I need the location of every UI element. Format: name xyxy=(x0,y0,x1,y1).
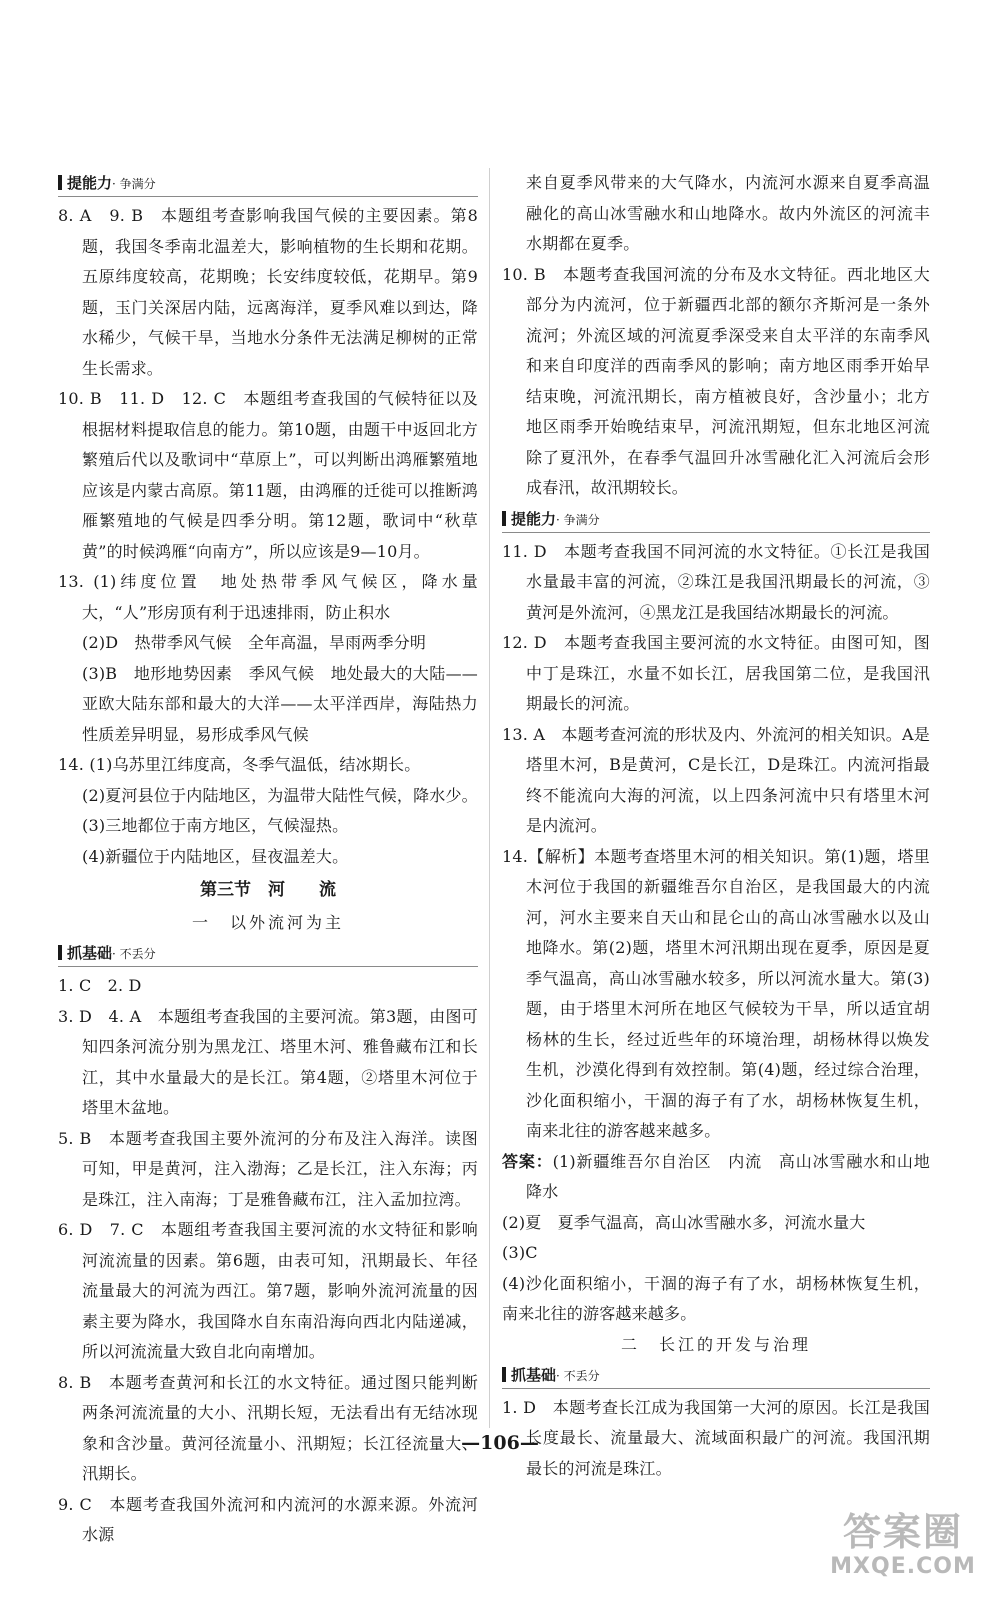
answer-14-final-3: (3)C xyxy=(502,1243,538,1262)
header-bar-icon xyxy=(502,511,506,526)
answer-8-9: 8. A 9. B 本题组考查影响我国气候的主要因素。第8题，我国冬季南北温差大，影响植物的生长期和花期。五原纬度较高，花期晚；长安纬度较低，花期早。第9题，玉门关深居内陆，远离海洋，夏季风难以到达，降水稀少，气候干旱，当地水分条件无法满足柳树的正常生长需求。 xyxy=(58,206,478,378)
section-subtitle: 一 以外流河为主 xyxy=(191,913,344,932)
answer-14-3: (3)三地都位于南方地区，气候湿热。 xyxy=(82,816,349,835)
page-number: —106— xyxy=(461,1432,539,1454)
answer-6-7: 6. D 7. C 本题组考查我国主要河流的水文特征和影响河流流量的因素。第6题，由表可知，汛期最长、年径流量最大的河流为西江。第7题，影响外流河流量的因素主要为降水，我国降水自东南沿海向西北内陆递减，所以河流流量大致自北向南增加。 xyxy=(58,1220,478,1361)
answer-3-4: 3. D 4. A 本题组考查我国的主要河流。第3题，由图可知四条河流分别为黑龙江、塔里木河、雅鲁藏布江和长江，其中水量最大的是长江。第4题，②塔里木河位于塔里木盆地。 xyxy=(58,1006,478,1117)
section-header-sub: · 争满分 xyxy=(556,512,600,527)
header-bar-icon xyxy=(502,1367,506,1382)
answer-14-final-4: (4)沙化面积缩小，干涸的海子有了水，胡杨林恢复生机，南来北往的游客越来越多。 xyxy=(502,1273,930,1323)
answer-c1: 1. D 本题考查长江成为我国第一大河的原因。长江是我国长度最长、流量最大、流域面积最广的河流。我国汛期最长的河流是珠江。 xyxy=(502,1397,930,1478)
answer-14-1: 14. (1)乌苏里江纬度高，冬季气温低，结冰期长。 xyxy=(58,755,421,774)
answer-11: 11. D 本题考查我国不同河流的水文特征。①长江是我国水量最丰富的河流，②珠江是我国汛期最长的河流，③黄河是外流河，④黑龙江是我国结冰期最长的河流。 xyxy=(502,541,930,622)
section-header-sub: · 不丢分 xyxy=(112,947,156,961)
answer-14-2: (2)夏河县位于内陆地区，为温带大陆性气候，降水少。 xyxy=(82,785,478,805)
column-divider xyxy=(489,168,490,1428)
watermark-line-1: 答案圈 xyxy=(842,1510,963,1554)
answer-14-analysis: 14.【解析】本题考查塔里木河的相关知识。第(1)题，塔里木河位于我国的新疆维吾尔自治区，是我国最大的内流河，河水主要来自天山和昆仑山的高山冰雪融水以及山地降水。第(2)题，塔里木河汛期出现在夏季，原因是夏季气温高，高山冰雪融水较多，所以河流水量大。第(3)题，由于塔里木河所在地区气候较为干旱，所以适宜胡杨林的生长，经过近些年的环境治理，胡杨林得以焕发生机，沙漠化得到有效控制。第(4)题，经过综合治理，沙化面积缩小，干涸的海子有了水，胡杨林恢复生机，南来北往的游客越来越多。 xyxy=(502,846,930,1140)
watermark-line-2: MXQE.COM xyxy=(830,1554,976,1579)
section-header-label: 抓基础 xyxy=(67,944,113,962)
section-header-label: 提能力 xyxy=(67,174,113,192)
section-header-ability-2 xyxy=(502,506,930,533)
header-bar-icon xyxy=(58,945,62,960)
answer-5: 5. B 本题考查我国主要外流河的分布及注入海洋。读图可知，甲是黄河，注入渤海；乙是长江，注入东海；丙是珠江，注入南海；丁是雅鲁藏布江，注入孟加拉湾。 xyxy=(58,1128,478,1209)
right-column xyxy=(502,168,930,1484)
section-header-basics-2 xyxy=(502,1362,930,1389)
answer-10-12: 10. B 11. D 12. C 本题组考查我国的气候特征以及根据材料提取信息的能力。第10题，由题干中返回北方繁殖后代以及歌词中“草原上”，可以判断出鸿雁繁殖地应该是内蒙古高原。第11题，由鸿雁的迁徙可以推断鸿雁繁殖地的气候是四季分明。第12题，歌词中“秋草黄”的时候鸿雁“向南方”，所以应该是9—10月。 xyxy=(58,389,478,561)
answer-10: 10. B 本题考查我国河流的分布及水文特征。西北地区大部分为内流河，位于新疆西北部的额尔齐斯河是一条外流河；外流区域的河流夏季深受来自太平洋的东南季风和来自印度洋的西南季风的影响；南方地区雨季开始早结束晚，河流汛期长，南方植被良好，含沙量小；北方地区雨季开始晚结束早，河流汛期短，但东北地区河流除了夏汛外，在春季气温回升冰雪融化汇入河流后会形成春汛，故汛期较长。 xyxy=(502,264,930,497)
answer-9-continued: 来自夏季风带来的大气降水，内流河水源来自夏季高温融化的高山冰雪融水和山地降水。故内外流区的河流丰水期都在夏季。 xyxy=(526,173,930,253)
header-bar-icon xyxy=(58,175,62,190)
answer-label: 答案： xyxy=(502,1151,553,1171)
section-title: 第三节 河 流 xyxy=(200,880,336,900)
watermark-logo xyxy=(828,1510,978,1584)
section-header-sub: · 争满分 xyxy=(112,177,156,191)
answer-12: 12. D 本题考查我国主要河流的水文特征。由图可知，图中丁是珠江，水量不如长江，居我国第二位，是我国汛期最长的河流。 xyxy=(502,633,930,713)
answer-13-2: (2)D 热带季风气候 全年高温，旱雨两季分明 xyxy=(82,633,427,652)
section-header-label: 提能力 xyxy=(511,509,557,528)
answer-14-final-1 xyxy=(502,1147,930,1208)
answer-8: 8. B 本题考查黄河和长江的水文特征。通过图只能判断两条河流流量的大小、汛期长短，无法看出有无结冰现象和含沙量。黄河径流量小、汛期短；长江径流量大、汛期长。 xyxy=(58,1372,478,1483)
section-header-label: 抓基础 xyxy=(511,1365,557,1384)
section-header-basics xyxy=(58,940,478,967)
answer-1-2: 1. C 2. D xyxy=(58,976,142,995)
answer-13-3: (3)B 地形地势因素 季风气候 地处最大的大陆——亚欧大陆东部和最大的大洋——太平洋西岸，海陆热力性质差异明显，易形成季风气候 xyxy=(82,663,478,744)
answer-14-final-1-text: (1)新疆维吾尔自治区 内流 高山冰雪融水和山地降水 xyxy=(526,1151,930,1201)
answer-13: 13. A 本题考查河流的形状及内、外流河的相关知识。A是塔里木河，B是黄河，C是长江，D是珠江。内流河指最终不能流向大海的河流，以上四条河流中只有塔里木河是内流河。 xyxy=(502,724,930,835)
section-header-sub: · 不丢分 xyxy=(556,1368,600,1383)
left-column xyxy=(58,168,478,1551)
answer-14-final-2: (2)夏 夏季气温高，高山冰雪融水多，河流水量大 xyxy=(502,1212,866,1232)
answer-13-1: 13. (1)纬度位置 地处热带季风气候区，降水量大，“人”形房顶有利于迅速排雨，防止积水 xyxy=(58,572,478,622)
section-header-ability xyxy=(58,170,478,197)
answer-14-4: (4)新疆位于内陆地区，昼夜温差大。 xyxy=(82,846,349,866)
section-subtitle-2: 二 长江的开发与治理 xyxy=(620,1334,811,1354)
answer-9: 9. C 本题考查我国外流河和内流河的水源来源。外流河水源 xyxy=(58,1494,478,1544)
